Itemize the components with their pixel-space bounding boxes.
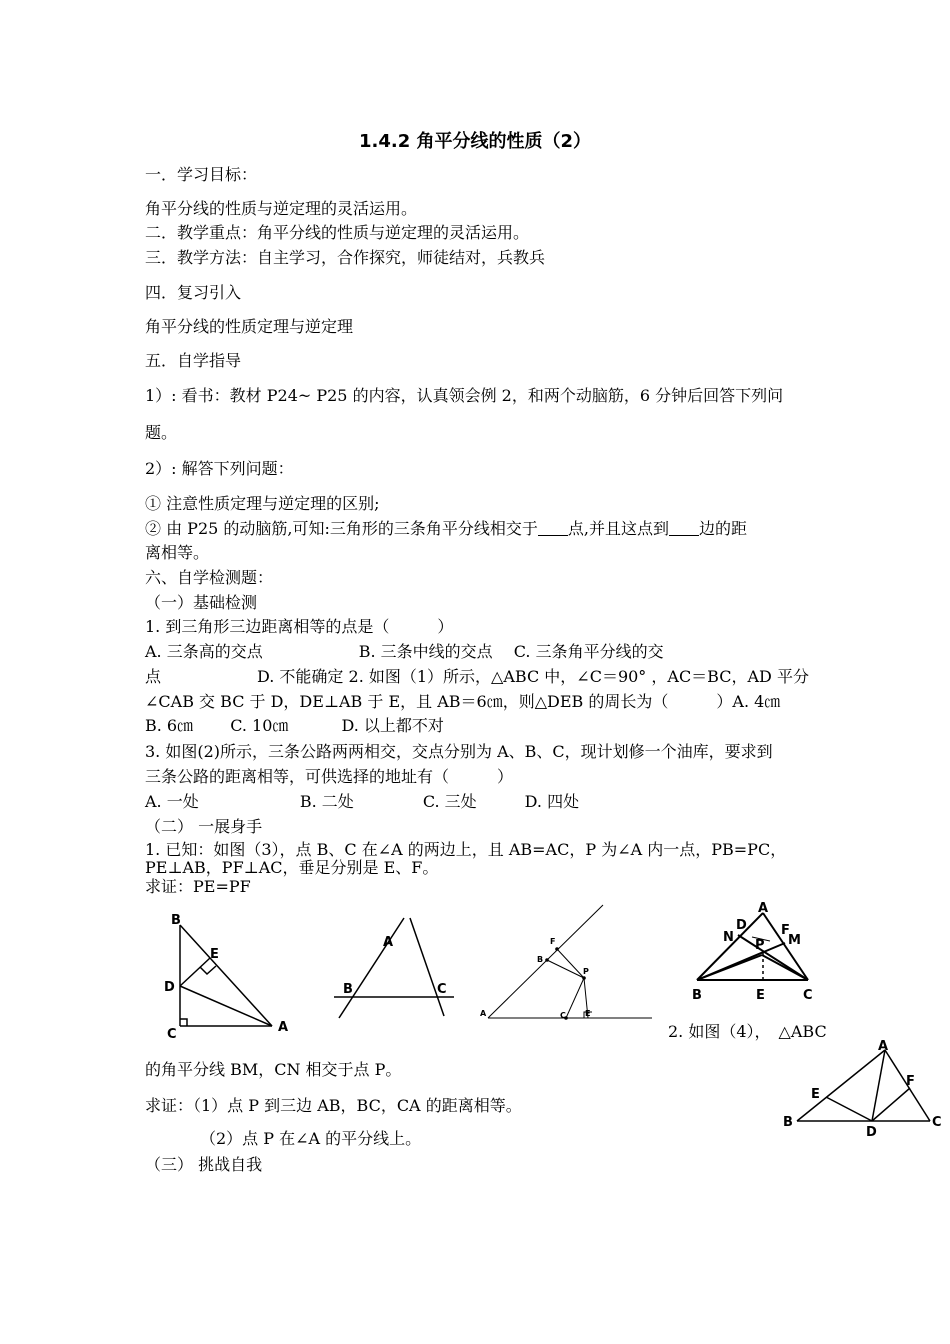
fig3-label-e: E xyxy=(585,1009,591,1018)
fig5-label-d: D xyxy=(866,1125,877,1140)
problem-1-prove: 求证：PE=PF xyxy=(145,877,251,896)
fig1-label-c: C xyxy=(167,1027,177,1042)
fig1-label-e: E xyxy=(210,947,219,962)
fig4-label-p: P xyxy=(755,938,765,953)
fig1-label-b: B xyxy=(171,913,181,928)
fig1-label-d: D xyxy=(164,980,175,995)
fig3-label-p: P xyxy=(583,967,589,976)
fig4-label-a: A xyxy=(758,901,769,916)
fig1-label-a: A xyxy=(278,1020,289,1035)
section-4-heading: 四．复习引入 xyxy=(145,283,242,302)
fig3-label-a: A xyxy=(480,1009,487,1018)
problem-1-line-2: PE⊥AB，PF⊥AC，垂足分别是 E、F。 xyxy=(145,858,439,877)
question-circle-2-line-1: ② 由 P25 的动脑筋,可知:三角形的三条角平分线相交于 点,并且这点到 边的距 xyxy=(145,519,747,538)
fig5-label-f: F xyxy=(906,1074,915,1089)
fig3-label-c: C xyxy=(560,1011,566,1020)
q3-line-1: 3. 如图(2)所示，三条公路两两相交，交点分别为 A、B、C，现计划修一个油库，要求到 xyxy=(145,742,773,761)
question-circle-2-line-2: 离相等。 xyxy=(145,543,210,562)
q3-options: A. 一处 B. 二处 C. 三处 D. 四处 xyxy=(145,792,580,811)
fig5-label-e: E xyxy=(811,1087,820,1102)
fig4-label-e: E xyxy=(756,988,765,1003)
problem-2-prove-2: （2）点 P 在∠A 的平分线上。 xyxy=(200,1129,422,1148)
fig4-label-n: N xyxy=(723,930,734,945)
challenge-heading: （三） 挑战自我 xyxy=(145,1155,263,1174)
fig2-label-a: A xyxy=(383,935,394,950)
fig2-label-c: C xyxy=(437,982,447,997)
fig4-label-b: B xyxy=(692,988,702,1003)
q3-line-2: 三条公路的距离相等，可供选择的地址有（ ） xyxy=(145,767,514,786)
q2-line-3: B. 6㎝ C. 10㎝ D. 以上都不对 xyxy=(145,716,444,735)
q1-options-line-2: 点 D. 不能确定 2. 如图（1）所示，△ABC 中，∠C＝90° ，AC＝BC，AD 平分 xyxy=(145,667,809,686)
problem-2-prove-1: 求证：（1）点 P 到三边 AB，BC，CA 的距离相等。 xyxy=(145,1096,522,1115)
fig5-label-a: A xyxy=(878,1039,889,1054)
section-5-heading: 五．自学指导 xyxy=(145,351,242,370)
q2-line-2: ∠CAB 交 BC 于 D，DE⊥AB 于 E，且 AB＝6㎝，则△DEB 的周长为（ ）A. 4㎝ xyxy=(145,692,781,711)
fig5-label-c: C xyxy=(932,1115,942,1130)
fig4-label-d: D xyxy=(736,918,747,933)
show-yourself-heading: （二） 一展身手 xyxy=(145,817,263,836)
fig2-label-b: B xyxy=(343,982,353,997)
question-circle-1: ① 注意性质定理与逆定理的区别; xyxy=(145,494,380,513)
section-1-heading: 一．学习目标： xyxy=(145,165,258,184)
section-4-content: 角平分线的性质定理与逆定理 xyxy=(145,317,354,336)
section-3: 三．教学方法：自主学习，合作探究，师徒结对，兵教兵 xyxy=(145,248,546,267)
q1-stem: 1. 到三角形三边距离相等的点是（ ） xyxy=(145,617,454,636)
q1-options-line-1: A. 三条高的交点 B. 三条中线的交点 C. 三条角平分线的交 xyxy=(145,642,664,661)
fig3-label-f: F xyxy=(550,937,556,946)
fig4-label-m: M xyxy=(788,933,801,948)
problem-1-line-1: 1. 已知：如图（3），点 B、C 在∠A 的两边上，且 AB=AC，P 为∠A 内一点，PB=PC， xyxy=(145,840,787,859)
fig4-label-f: F xyxy=(781,923,790,938)
section-1-content: 角平分线的性质与逆定理的灵活运用。 xyxy=(145,199,418,218)
basic-test-heading: （一）基础检测 xyxy=(145,593,258,612)
guide-1-line-2: 题。 xyxy=(145,423,178,442)
guide-2: 2）: 解答下列问题： xyxy=(145,459,294,478)
fig5-label-b: B xyxy=(783,1115,793,1130)
problem-2-line-1: 2. 如图（4）， △ABC xyxy=(668,1022,827,1041)
page-title: 1.4.2 角平分线的性质（2） xyxy=(358,131,592,152)
fig4-label-c: C xyxy=(803,988,813,1003)
section-6-heading: 六、自学检测题： xyxy=(145,568,274,587)
section-2: 二．教学重点：角平分线的性质与逆定理的灵活运用。 xyxy=(145,223,530,242)
fig3-label-b: B xyxy=(537,955,544,964)
guide-1-line-1: 1）: 看书：教材 P24~ P25 的内容，认真领会例 2，和两个动脑筋，6 分钟后回答下列问 xyxy=(145,386,784,405)
problem-2-line-2: 的角平分线 BM，CN 相交于点 P。 xyxy=(145,1060,402,1079)
